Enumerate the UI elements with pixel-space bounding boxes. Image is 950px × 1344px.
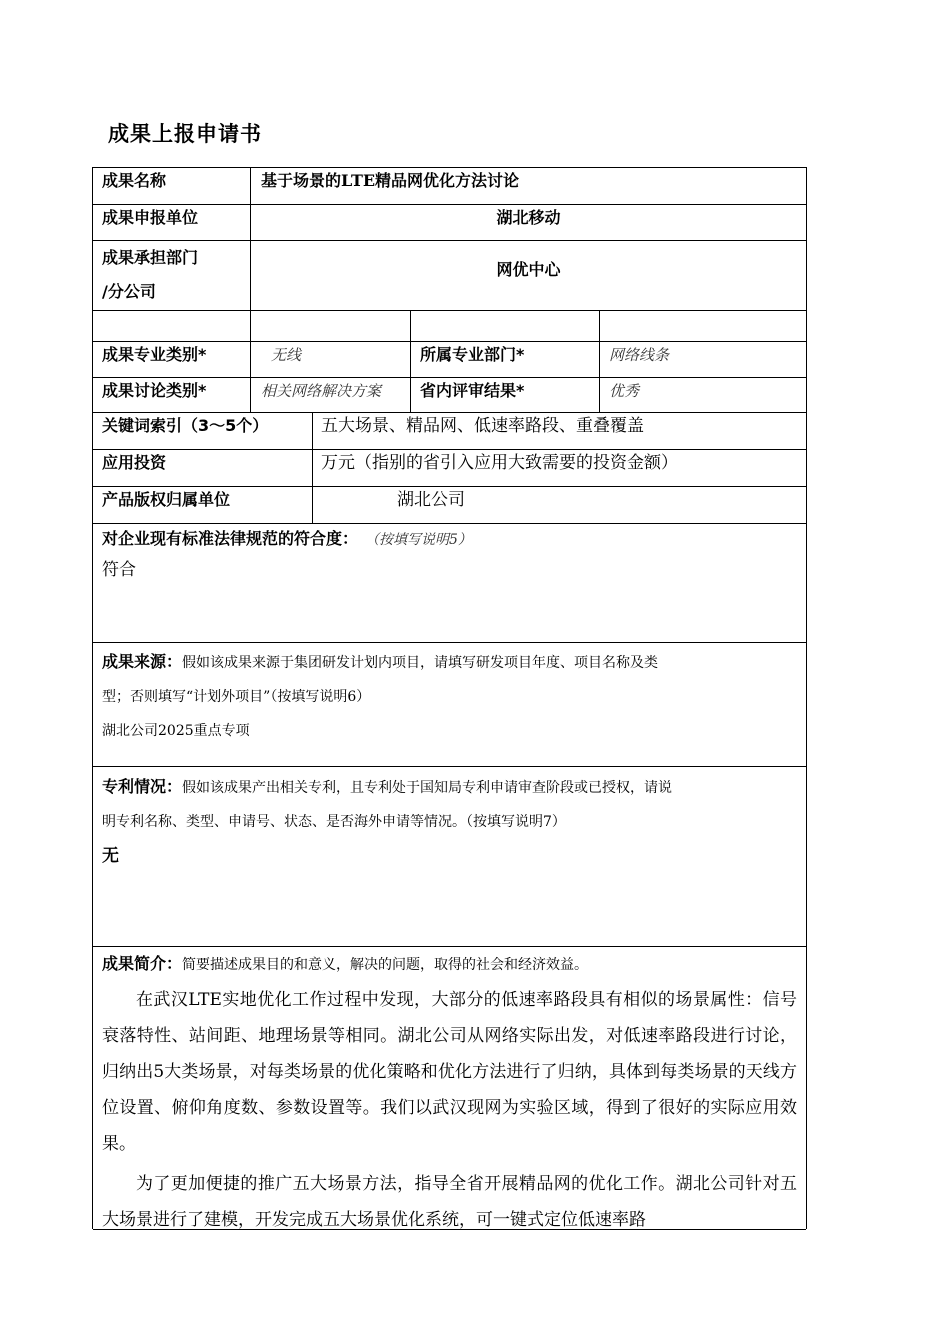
section-patent <box>93 767 806 947</box>
dept-label-line1: 成果承担部门 <box>102 248 199 267</box>
row-category <box>93 342 806 378</box>
row-copyright <box>93 487 806 524</box>
dept-label-line2: /分公司 <box>102 282 156 301</box>
unit-value: 湖北移动 <box>250 205 806 240</box>
dept-value: 网优中心 <box>250 241 806 310</box>
review-value: 优秀 <box>599 378 806 412</box>
row-discussion <box>93 378 806 413</box>
summary-desc: 简要描述成果目的和意义，解决的问题，取得的社会和经济效益。 <box>182 957 589 973</box>
section-summary <box>93 947 806 1230</box>
compliance-hint: （按填写说明5） <box>372 532 472 548</box>
source-desc-line1: 假如该成果来源于集团研发计划内项目，请填写研发项目年度、项目名称及类 <box>182 655 659 671</box>
compliance-label: 对企业现有标准法律规范的符合度： <box>102 529 359 548</box>
compliance-value: 符合 <box>102 560 136 580</box>
row-keywords <box>93 413 806 450</box>
review-label: 省内评审结果* <box>410 378 600 412</box>
department-label: 所属专业部门* <box>410 342 600 377</box>
empty-cell <box>250 311 410 341</box>
section-compliance <box>93 524 806 643</box>
summary-paragraph-1: 在武汉LTE实地优化工作过程中发现，大部分的低速率路段具有相似的场景属性：信号衰落特性、站间距、地理场景等相同。湖北公司从网络实际出发，对低速率路段进行讨论，归纳出5大类场景，对每类场景的优化策略和优化方法进行了归纳，具体到每类场景的天线方位设置、俯仰角度数、参数设置等。我们以武汉现网为实验区域，得到了很好的实际应用效果。 <box>102 990 797 1154</box>
name-label: 成果名称 <box>102 171 167 190</box>
keywords-value: 五大场景、精品网、低速率路段、重叠覆盖 <box>312 413 806 449</box>
source-value: 湖北公司2025重点专项 <box>102 723 250 739</box>
copyright-value: 湖北公司 <box>312 487 806 523</box>
dept-label <box>102 241 252 310</box>
investment-value: 万元（指别的省引入应用大致需要的投资金额） <box>312 450 806 486</box>
investment-label: 应用投资 <box>102 453 167 472</box>
name-value: 基于场景的LTE精品网优化方法讨论 <box>250 168 806 204</box>
source-label: 成果来源： <box>102 652 183 671</box>
page-title: 成果上报申请书 <box>108 122 262 146</box>
empty-cell <box>410 311 600 341</box>
category-value: 无线 <box>250 342 410 377</box>
summary-paragraph-2: 为了更加便捷的推广五大场景方法，指导全省开展精品网的优化工作。湖北公司针对五大场景进行了建模，开发完成五大场景优化系统，可一键式定位低速率路 <box>102 1174 797 1230</box>
section-source <box>93 643 806 767</box>
summary-label: 成果简介： <box>102 954 183 973</box>
patent-value: 无 <box>102 846 119 866</box>
row-empty <box>93 311 806 342</box>
discussion-label: 成果讨论类别* <box>102 381 207 400</box>
copyright-label: 产品版权归属单位 <box>102 490 231 509</box>
patent-desc-line1: 假如该成果产出相关专利，且专利处于国知局专利申请审查阶段或已授权，请说 <box>182 780 673 796</box>
discussion-value: 相关网络解决方案 <box>250 378 410 412</box>
source-desc-line2: 型；否则填写“计划外项目”（按填写说明6） <box>102 689 371 705</box>
row-achievement-name <box>93 168 806 205</box>
unit-label: 成果申报单位 <box>102 208 199 227</box>
patent-label: 专利情况： <box>102 777 183 796</box>
row-applicant-unit <box>93 205 806 241</box>
application-form <box>92 167 807 1229</box>
row-investment <box>93 450 806 487</box>
empty-cell <box>599 311 806 341</box>
keywords-label: 关键词索引（3～5个） <box>102 416 269 435</box>
patent-desc-line2: 明专利名称、类型、申请号、状态、是否海外申请等情况。（按填写说明7） <box>102 814 566 830</box>
department-value: 网络线条 <box>599 342 806 377</box>
row-department <box>93 241 806 311</box>
category-label: 成果专业类别* <box>102 345 207 364</box>
